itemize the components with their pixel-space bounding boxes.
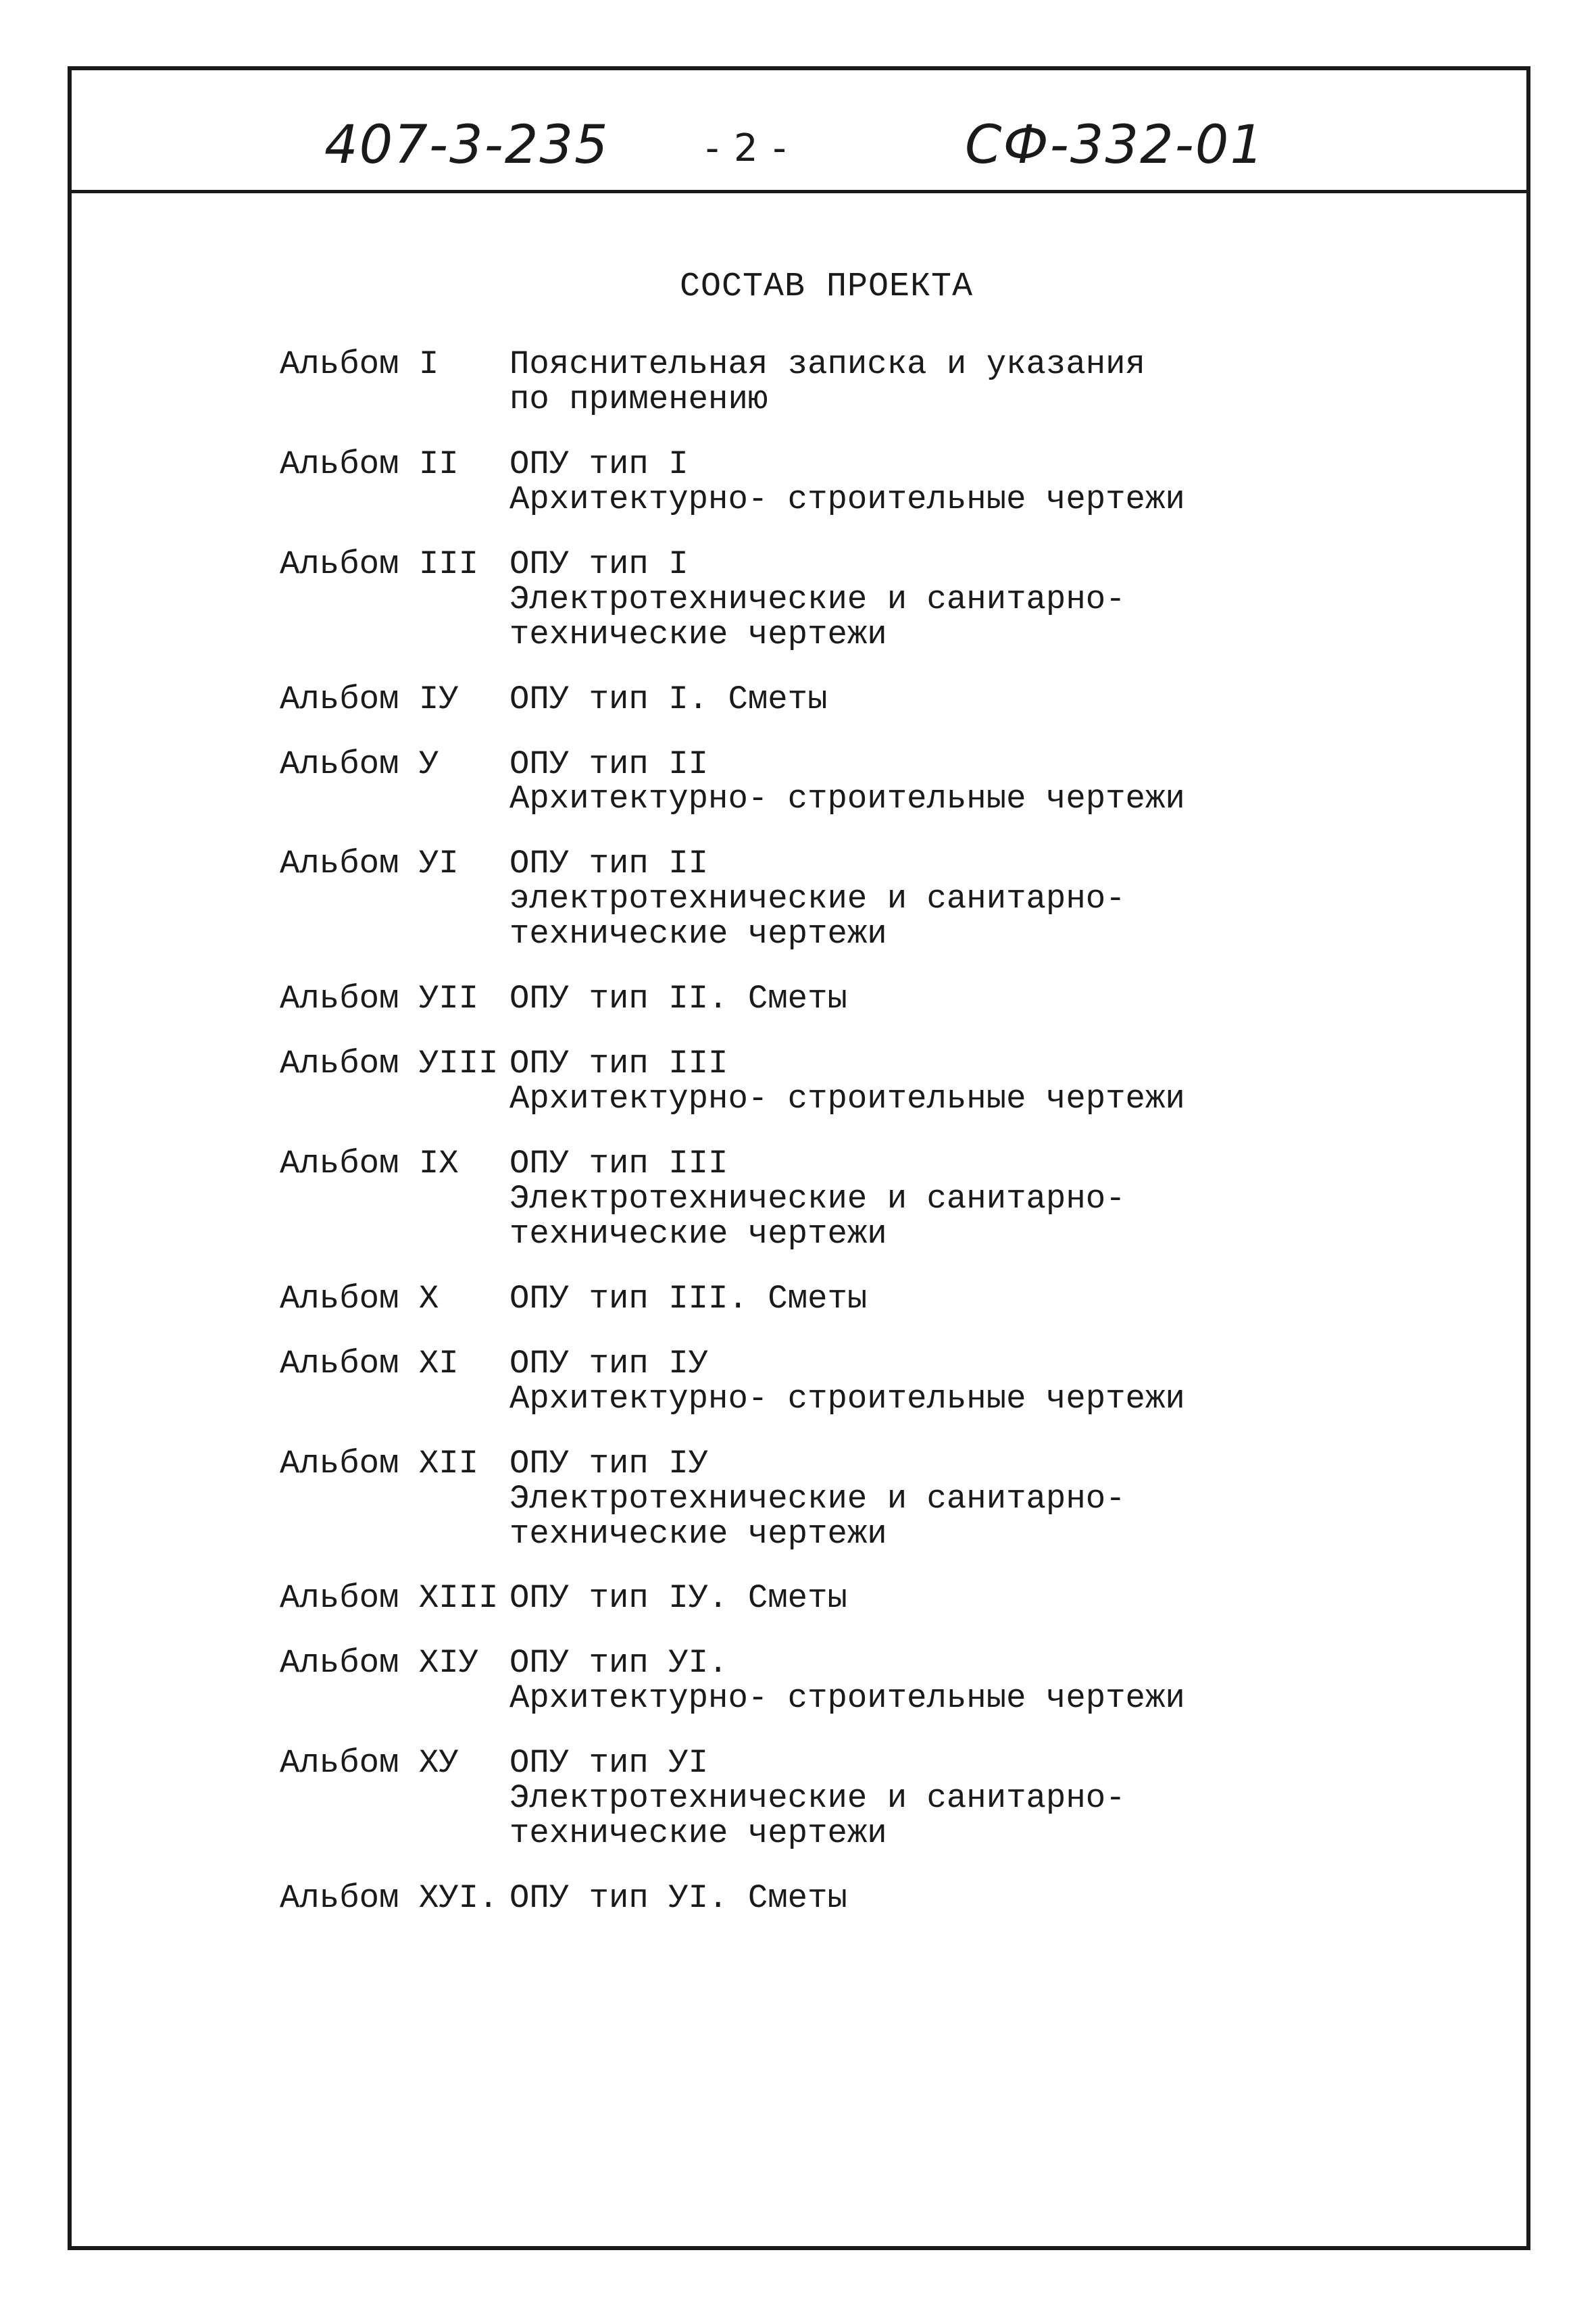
album-description-line: Архитектурно- строительные чертежи bbox=[509, 1080, 1185, 1118]
album-description bbox=[509, 1344, 1469, 1418]
sheet-code: СФ-332-01 bbox=[965, 115, 1266, 176]
album-entry bbox=[280, 1444, 1469, 1553]
album-entry bbox=[280, 1646, 1469, 1716]
album-description-line: Архитектурно- строительные чертежи bbox=[509, 480, 1185, 518]
album-description-line: ОПУ тип I bbox=[509, 545, 689, 583]
album-description-line: Архитектурно- строительные чертежи bbox=[509, 780, 1185, 818]
album-description bbox=[509, 1279, 1469, 1318]
album-description-line: Пояснительная записка и указания bbox=[509, 345, 1145, 383]
album-description bbox=[509, 982, 1469, 1017]
album-label: Альбом УI bbox=[280, 845, 459, 883]
album-entry bbox=[280, 847, 1469, 952]
album-description-line: технические чертежи bbox=[509, 615, 887, 653]
album-description-line: ОПУ тип УI bbox=[509, 1744, 709, 1783]
album-label: Альбом X bbox=[280, 1279, 439, 1318]
album-description-line: ОПУ тип III bbox=[509, 1045, 728, 1083]
album-description bbox=[509, 1147, 1469, 1252]
album-description bbox=[509, 682, 1469, 718]
album-description-line: ОПУ тип II. Сметы bbox=[509, 980, 847, 1018]
album-entry bbox=[280, 747, 1469, 818]
album-description bbox=[509, 1746, 1469, 1851]
album-description-line: Электротехнические и санитарно- bbox=[509, 1779, 1126, 1818]
album-description-line: ОПУ тип IУ bbox=[509, 1344, 709, 1383]
document-code: 407-3-235 bbox=[324, 115, 609, 176]
album-label: Альбом УII bbox=[280, 980, 479, 1018]
album-description bbox=[509, 1881, 1469, 1916]
album-label: Альбом УIII bbox=[280, 1045, 499, 1083]
album-description-line: ОПУ тип I bbox=[509, 445, 689, 483]
album-description-line: Архитектурно- строительные чертежи bbox=[509, 1379, 1185, 1418]
album-label: Альбом IX bbox=[280, 1145, 459, 1183]
album-entry bbox=[280, 982, 1469, 1017]
title-block-header bbox=[72, 70, 1526, 193]
album-label: Альбом XI bbox=[280, 1344, 459, 1383]
album-description-line: ОПУ тип III bbox=[509, 1145, 728, 1183]
album-description bbox=[509, 747, 1469, 818]
page-frame bbox=[68, 66, 1530, 2250]
album-entry bbox=[280, 1279, 1469, 1318]
album-description-line: Электротехнические и санитарно- bbox=[509, 1179, 1126, 1218]
album-description bbox=[509, 1581, 1469, 1616]
album-description-line: технические чертежи bbox=[509, 1514, 887, 1553]
album-list bbox=[280, 347, 1469, 1946]
album-description bbox=[509, 547, 1469, 653]
album-entry bbox=[280, 1344, 1469, 1418]
album-entry bbox=[280, 1581, 1469, 1616]
album-label: Альбом IУ bbox=[280, 680, 459, 718]
album-entry bbox=[280, 1746, 1469, 1851]
album-description-line: технические чертежи bbox=[509, 1814, 887, 1853]
album-description-line: Электротехнические и санитарно- bbox=[509, 580, 1126, 618]
album-entry bbox=[280, 347, 1469, 418]
album-label: Альбом XII bbox=[280, 1444, 479, 1483]
album-description-line: ОПУ тип IУ bbox=[509, 1444, 709, 1483]
album-entry bbox=[280, 447, 1469, 518]
album-label: Альбом XУ bbox=[280, 1744, 459, 1783]
album-description-line: ОПУ тип II bbox=[509, 745, 709, 783]
album-label: Альбом III bbox=[280, 545, 479, 583]
album-description bbox=[509, 347, 1469, 418]
page-title: СОСТАВ ПРОЕКТА bbox=[680, 268, 974, 306]
album-description-line: ОПУ тип IУ. Сметы bbox=[509, 1579, 847, 1618]
album-label: Альбом II bbox=[280, 445, 459, 483]
album-description-line: ОПУ тип I. Сметы bbox=[509, 680, 828, 718]
album-entry bbox=[280, 1047, 1469, 1117]
album-label: Альбом У bbox=[280, 745, 439, 783]
album-description-line: Архитектурно- строительные чертежи bbox=[509, 1679, 1185, 1718]
album-entry bbox=[280, 682, 1469, 718]
album-entry bbox=[280, 547, 1469, 653]
album-description-line: Электротехнические и санитарно- bbox=[509, 1479, 1126, 1518]
album-description bbox=[509, 1047, 1469, 1117]
album-description-line: ОПУ тип III. Сметы bbox=[509, 1279, 868, 1318]
album-description bbox=[509, 1444, 1469, 1553]
page-number: - 2 - bbox=[705, 126, 788, 170]
album-description-line: ОПУ тип II bbox=[509, 845, 709, 883]
album-description-line: технические чертежи bbox=[509, 1214, 887, 1253]
album-description bbox=[509, 847, 1469, 952]
album-entry bbox=[280, 1147, 1469, 1252]
album-description-line: ОПУ тип УI. bbox=[509, 1644, 728, 1683]
album-description-line: ОПУ тип УI. Сметы bbox=[509, 1879, 847, 1918]
album-label: Альбом I bbox=[280, 345, 439, 383]
album-description-line: по применению bbox=[509, 380, 768, 418]
album-entry bbox=[280, 1881, 1469, 1916]
album-description bbox=[509, 447, 1469, 518]
album-description-line: электротехнические и санитарно- bbox=[509, 880, 1126, 918]
album-description bbox=[509, 1646, 1469, 1716]
album-description-line: технические чертежи bbox=[509, 915, 887, 953]
album-label: Альбом XIУ bbox=[280, 1644, 479, 1683]
album-label: Альбом XУI. bbox=[280, 1879, 499, 1918]
album-label: Альбом XIII bbox=[280, 1579, 499, 1618]
